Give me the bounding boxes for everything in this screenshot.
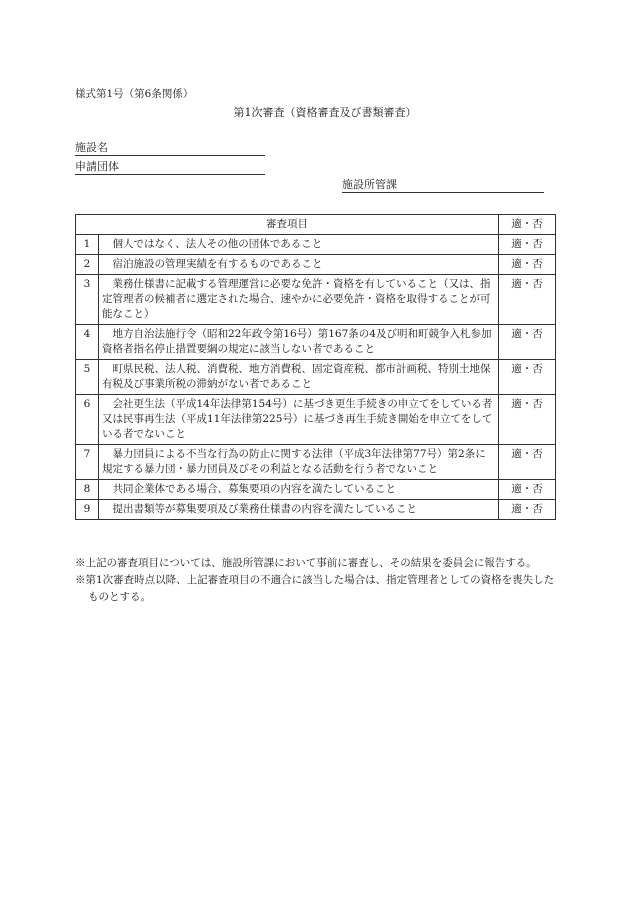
row-text: 業務仕様書に記載する管理運営に必要な免許・資格を有していること（又は、指定管理者の候補者に選定された場合、速やかに必要免許・資格を取得することが可能なこと） — [99, 275, 499, 325]
note-item: ※上記の審査項目については、施設所管課において事前に審査し、その結果を委員会に報告する。 — [75, 557, 537, 569]
header-review-item: 審査項目 — [76, 215, 499, 235]
row-result: 適・否 — [499, 445, 556, 480]
row-number: 8 — [76, 480, 99, 500]
table-row — [76, 360, 556, 395]
applicant-field — [75, 160, 265, 175]
row-result: 適・否 — [499, 235, 556, 255]
table-row — [76, 235, 556, 255]
row-text: 宿泊施設の管理実績を有するものであること — [99, 255, 499, 275]
table-row — [76, 480, 556, 500]
table-row — [76, 325, 556, 360]
row-result: 適・否 — [499, 255, 556, 275]
facility-name-label: 施設名 — [75, 141, 108, 154]
table-row — [76, 395, 556, 445]
row-number: 1 — [76, 235, 99, 255]
row-number: 5 — [76, 360, 99, 395]
row-number: 3 — [76, 275, 99, 325]
facility-name-field — [75, 141, 265, 156]
department-label: 施設所管課 — [342, 178, 397, 191]
row-text: 町県民税、法人税、消費税、地方消費税、固定資産税、都市計画税、特別土地保有税及び事業所税の滞納がない者であること — [99, 360, 499, 395]
row-text: 地方自治法施行令（昭和22年政令第16号）第167条の4及び明和町競争入札参加資格者指名停止措置要綱の規定に該当しない者であること — [99, 325, 499, 360]
table-row — [76, 445, 556, 480]
applicant-label: 申請団体 — [75, 160, 119, 173]
form-code: 様式第1号（第6条関係） — [75, 88, 194, 100]
row-text: 個人ではなく、法人その他の団体であること — [99, 235, 499, 255]
note-item: ※第1次審査時点以降、上記審査項目の不適合に該当した場合は、指定管理者としての資格を喪失したものとする。 — [75, 574, 555, 603]
table-row — [76, 500, 556, 520]
row-result: 適・否 — [499, 480, 556, 500]
row-number: 6 — [76, 395, 99, 445]
notes-section — [75, 555, 560, 606]
page-title: 第1次審査（資格審査及び書類審査） — [233, 106, 417, 119]
department-field — [342, 178, 544, 193]
row-number: 9 — [76, 500, 99, 520]
row-text: 暴力団員による不当な行為の防止に関する法律（平成3年法律第77号）第2条に規定する暴力団・暴力団員及びその利益となる活動を行う者でないこと — [99, 445, 499, 480]
row-number: 7 — [76, 445, 99, 480]
header-result: 適・否 — [499, 215, 556, 235]
row-result: 適・否 — [499, 275, 556, 325]
row-number: 2 — [76, 255, 99, 275]
row-result: 適・否 — [499, 325, 556, 360]
table-header-row — [76, 215, 556, 235]
row-text: 会社更生法（平成14年法律第154号）に基づき更生手続きの申立てをしている者又は民事再生法（平成11年法律第225号）に基づき再生手続き開始を申立てをしている者でないこと — [99, 395, 499, 445]
table-row — [76, 255, 556, 275]
row-result: 適・否 — [499, 360, 556, 395]
row-text: 提出書類等が募集要項及び業務仕様書の内容を満たしていること — [99, 500, 499, 520]
row-number: 4 — [76, 325, 99, 360]
row-text: 共同企業体である場合、募集要項の内容を満たしていること — [99, 480, 499, 500]
row-result: 適・否 — [499, 500, 556, 520]
table-row — [76, 275, 556, 325]
review-table — [75, 214, 556, 520]
row-result: 適・否 — [499, 395, 556, 445]
